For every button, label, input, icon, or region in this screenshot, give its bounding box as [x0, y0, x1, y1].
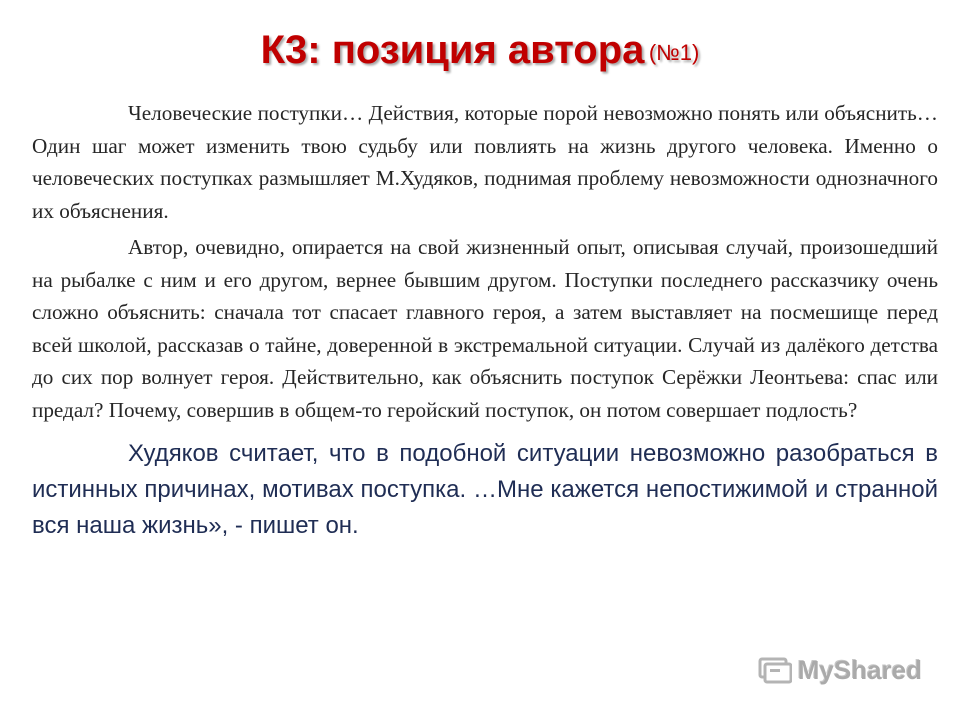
- slide-title: [0, 28, 960, 73]
- watermark: [758, 655, 922, 686]
- slide-body: [32, 97, 938, 568]
- myshared-logo-icon: [758, 656, 792, 686]
- paragraph-intro: Человеческие поступки… Действия, которые порой невозможно понять или объяснить… Один шаг может изменить твою судьбу или повлиять на жизнь другого человека. Именно о человеческих поступках размышляет М.Худяков, поднимая проблему невозможности однозначного их объяснения.: [32, 101, 938, 223]
- slide-title-text: К3: позиция автора: [260, 28, 645, 72]
- paragraph-author-position: Худяков считает, что в подобной ситуации невозможно разобраться в истинных причинах, мотивах поступка. …Мне кажется непостижимой и странной вся наша жизнь», - пишет он.: [32, 440, 938, 539]
- paragraph-author-experience: Автор, очевидно, опирается на свой жизненный опыт, описывая случай, произошедший на рыбалке с ним и его другом, вернее бывшим другом. Поступки последнего рассказчику очень сложно объяснить: сначала тот спасает главного героя, а затем выставляет на посмешище перед всей школой, рассказав о тайне, доверенной в экстремальной ситуации. Случай из далёкого детства до сих пор волнует героя. Действительно, как объяснить поступок Серёжки Леонтьева: спас или предал? Почему, совершив в общем-то геройский поступок, он потом совершает подлость?: [32, 235, 938, 422]
- watermark-text: MyShared: [797, 655, 922, 685]
- slide-title-number: (№1): [648, 40, 700, 65]
